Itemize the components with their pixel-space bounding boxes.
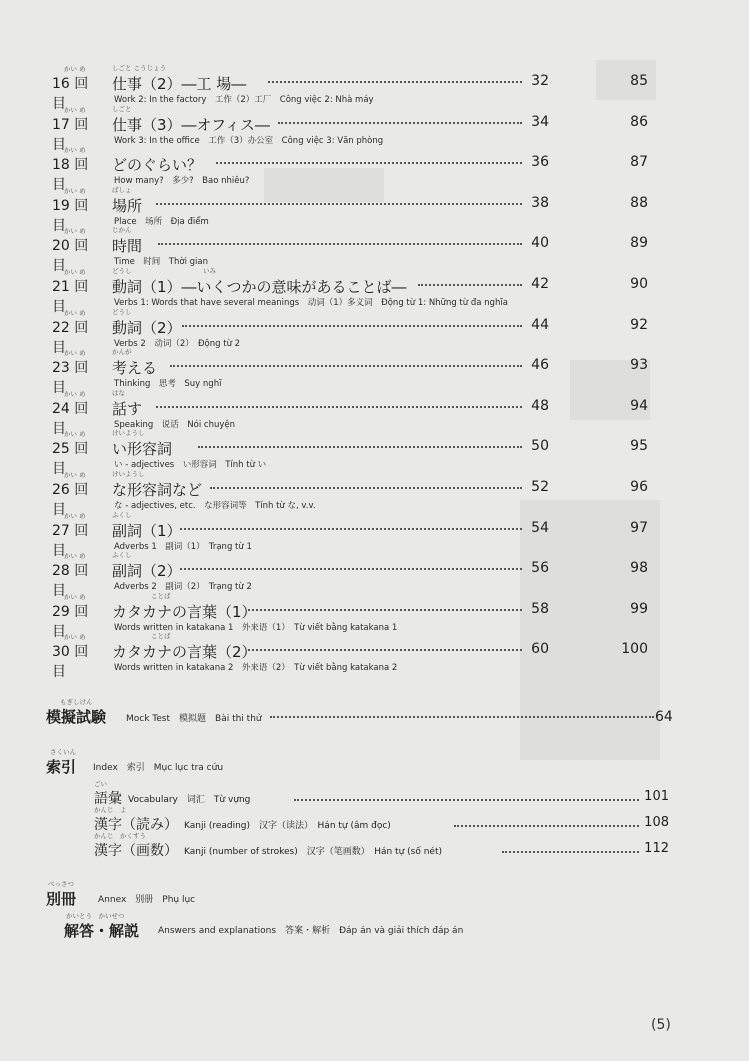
page-number: (5) bbox=[651, 1017, 671, 1033]
lesson-number-text: 22 回目 bbox=[52, 319, 89, 356]
index-item-page: 101 bbox=[644, 789, 669, 804]
title-furigana: どうし いみ bbox=[112, 267, 216, 275]
lesson-number-furigana: かい め bbox=[64, 105, 86, 114]
lesson-number-text: 30 回目 bbox=[52, 644, 89, 681]
leader-dots bbox=[502, 851, 639, 853]
lesson-number-furigana: かい め bbox=[64, 592, 86, 601]
lesson-page-number: 32 bbox=[531, 73, 549, 89]
lesson-subtitle: Work 2: In the factory 工作（2）工厂 Công việc 2: Nhà máy bbox=[114, 95, 374, 105]
leader-dots bbox=[210, 487, 522, 489]
lesson-subtitle: How many? 多少? Bao nhiêu? bbox=[114, 176, 250, 187]
answer-page-number: 89 bbox=[630, 235, 648, 252]
lesson-number-furigana: かい め bbox=[64, 268, 86, 276]
annex-title[interactable]: 別冊 bbox=[46, 890, 77, 908]
lesson-number-furigana: かい め bbox=[64, 308, 86, 317]
lesson-subtitle: Words written in katakana 2 外来语（2） Từ viết bằng katakana 2 bbox=[114, 663, 398, 674]
title-furigana: どうし bbox=[112, 307, 132, 316]
answer-page-number: 95 bbox=[630, 438, 648, 455]
leader-dots bbox=[270, 716, 654, 718]
lesson-subtitle: Verbs 1: Words that have several meanings 动词（1）多义词 Động từ 1: Những từ đa nghĩa bbox=[114, 298, 508, 308]
lesson-page-number: 36 bbox=[531, 154, 549, 171]
lesson-page-number: 40 bbox=[531, 235, 549, 252]
lesson-page-number: 58 bbox=[531, 600, 549, 617]
answers-description: Answers and explanations 答案・解析 Đáp án và giải thích đáp án bbox=[158, 926, 464, 936]
leader-dots bbox=[182, 325, 522, 327]
lesson-title[interactable]: 話す bbox=[112, 399, 143, 418]
leader-dots bbox=[198, 446, 522, 448]
title-furigana: じかん bbox=[112, 226, 132, 235]
answer-page-number: 94 bbox=[630, 397, 648, 414]
lesson-title[interactable]: カタカナの言葉（2） bbox=[112, 643, 257, 662]
mock-test-title[interactable]: 模擬試験 bbox=[46, 708, 107, 726]
lesson-title[interactable]: 副詞（1） bbox=[112, 521, 182, 540]
index-item-description: Vocabulary 词汇 Từ vựng bbox=[128, 795, 251, 805]
answer-page-number: 99 bbox=[630, 600, 648, 617]
lesson-title[interactable]: 副詞（2） bbox=[112, 562, 182, 581]
lesson-subtitle: Adverbs 1 副词（1） Trạng từ 1 bbox=[114, 541, 252, 552]
answers-furigana: かいとう かいせつ bbox=[66, 912, 125, 920]
lesson-page-number: 38 bbox=[531, 194, 549, 211]
lesson-number bbox=[52, 633, 100, 681]
lesson-page-number: 44 bbox=[531, 316, 549, 333]
title-furigana: ふくし bbox=[112, 551, 132, 560]
index-item-furigana: かんじ よ bbox=[94, 806, 127, 814]
annex-furigana: べっさつ bbox=[48, 880, 74, 888]
leader-dots bbox=[158, 243, 522, 245]
lesson-subtitle: な - adjectives, etc. な形容词等 Tính từ な, v.v. bbox=[114, 501, 316, 511]
index-item-title: 漢字（読み） bbox=[94, 817, 178, 833]
lesson-title[interactable]: カタカナの言葉（1） bbox=[112, 602, 257, 621]
answer-page-number: 92 bbox=[630, 316, 648, 333]
lesson-number-text: 21 回目 bbox=[52, 279, 89, 315]
lesson-title[interactable]: 仕事（3）―オフィス― bbox=[112, 115, 270, 134]
lesson-title[interactable]: 場所 bbox=[112, 196, 143, 215]
lesson-page-number: 54 bbox=[531, 519, 549, 536]
lesson-number-text: 28 回目 bbox=[52, 563, 89, 600]
lesson-subtitle: Verbs 2 动词（2） Động từ 2 bbox=[114, 338, 241, 349]
lesson-page-number: 52 bbox=[531, 479, 549, 495]
leader-dots bbox=[170, 365, 522, 367]
lesson-title[interactable]: な形容詞など bbox=[112, 481, 203, 499]
lesson-title[interactable]: 考える bbox=[112, 359, 158, 378]
lesson-page-number: 42 bbox=[531, 276, 549, 292]
answer-page-number: 87 bbox=[630, 154, 648, 171]
leader-dots bbox=[156, 406, 522, 408]
leader-dots bbox=[180, 528, 522, 530]
lesson-subtitle: Time 时间 Thời gian bbox=[114, 257, 208, 268]
leader-dots bbox=[156, 203, 522, 205]
index-item-title: 漢字（画数） bbox=[94, 843, 178, 859]
title-furigana: はな bbox=[112, 388, 125, 397]
lesson-subtitle: Place 场所 Địa điểm bbox=[114, 216, 209, 227]
lesson-subtitle: Work 3: In the office 工作（3）办公室 Công việc 3: Văn phòng bbox=[114, 135, 384, 146]
index-title[interactable]: 索引 bbox=[46, 758, 77, 776]
lesson-number-text: 18 回目 bbox=[52, 157, 89, 194]
lesson-subtitle: Adverbs 2 副词（2） Trạng từ 2 bbox=[114, 582, 252, 593]
answer-page-number: 98 bbox=[630, 560, 648, 577]
title-furigana: しごと こうじょう bbox=[112, 64, 167, 72]
title-furigana: かんが bbox=[112, 348, 132, 357]
lesson-title[interactable]: 時間 bbox=[112, 237, 143, 256]
title-furigana: けいようし bbox=[112, 429, 145, 438]
lesson-number-furigana: かい め bbox=[64, 511, 86, 520]
leader-dots bbox=[248, 649, 522, 651]
answers-title[interactable]: 解答・解説 bbox=[64, 922, 140, 940]
lesson-number-furigana: かい め bbox=[64, 552, 86, 561]
lesson-page-number: 50 bbox=[531, 438, 549, 455]
answer-page-number: 93 bbox=[630, 357, 648, 374]
answer-page-number: 100 bbox=[621, 641, 648, 658]
title-furigana: ことば bbox=[112, 591, 171, 600]
answer-page-number: 85 bbox=[630, 73, 648, 89]
lesson-title[interactable]: どのぐらい？ bbox=[112, 156, 203, 175]
lesson-entry[interactable] bbox=[52, 428, 652, 478]
lesson-title[interactable]: 仕事（2）―工 場― bbox=[112, 75, 247, 93]
answer-page-number: 88 bbox=[630, 194, 648, 211]
lesson-entry[interactable] bbox=[52, 631, 652, 681]
lesson-number-text: 27 回目 bbox=[52, 522, 89, 559]
index-item-page: 112 bbox=[644, 841, 669, 856]
index-item-description: Kanji (number of strokes) 汉字（笔画数） Hán tự (số nét) bbox=[184, 847, 443, 857]
title-furigana: けいようし bbox=[112, 470, 145, 478]
lesson-entry[interactable] bbox=[52, 591, 652, 640]
lesson-subtitle: Words written in katakana 1 外来语（1） Từ viết bằng katakana 1 bbox=[114, 622, 398, 633]
lesson-entry[interactable] bbox=[52, 266, 652, 315]
index-item-title: 語彙 bbox=[94, 791, 122, 807]
answer-page-number: 97 bbox=[630, 519, 648, 536]
lesson-title[interactable]: 動詞（2） bbox=[112, 318, 182, 337]
index-item-page: 108 bbox=[644, 815, 669, 830]
index-item[interactable] bbox=[94, 806, 669, 836]
lesson-number-furigana: かい め bbox=[64, 146, 86, 155]
lesson-entry[interactable] bbox=[52, 104, 652, 153]
index-description: Index 索引 Mục lục tra cứu bbox=[93, 763, 224, 773]
index-item-furigana: ごい bbox=[94, 780, 107, 788]
leader-dots bbox=[248, 609, 522, 611]
index-item[interactable] bbox=[94, 780, 669, 810]
lesson-number-text: 16 回目 bbox=[52, 76, 89, 112]
annex-description: Annex 别册 Phụ lục bbox=[98, 895, 196, 905]
lesson-number-furigana: かい め bbox=[64, 471, 86, 479]
lesson-page-number: 60 bbox=[531, 641, 549, 658]
lesson-number-furigana: かい め bbox=[64, 349, 86, 358]
leader-dots bbox=[268, 81, 522, 83]
lesson-entry[interactable] bbox=[52, 510, 652, 559]
lesson-number-text: 23 回目 bbox=[52, 360, 89, 397]
index-item[interactable] bbox=[94, 832, 669, 862]
leader-dots bbox=[278, 122, 522, 124]
lesson-number-text: 20 回目 bbox=[52, 238, 89, 275]
lesson-number-text: 24 回目 bbox=[52, 400, 89, 437]
lesson-number-text: 19 回目 bbox=[52, 197, 89, 234]
lesson-number-text: 25 回目 bbox=[52, 441, 89, 478]
lesson-page-number: 46 bbox=[531, 357, 549, 374]
answer-page-number: 90 bbox=[630, 276, 648, 292]
leader-dots bbox=[180, 568, 522, 570]
lesson-number-text: 17 回目 bbox=[52, 116, 89, 153]
index-item-furigana: かんじ かくすう bbox=[94, 832, 146, 840]
leader-dots bbox=[418, 284, 522, 286]
title-furigana: しごと bbox=[112, 104, 132, 113]
lesson-page-number: 48 bbox=[531, 397, 549, 414]
lesson-title[interactable]: い形容詞 bbox=[112, 440, 173, 459]
lesson-number-text: 26 回目 bbox=[52, 482, 89, 518]
lesson-subtitle: Thinking 思考 Suy nghĩ bbox=[114, 379, 222, 390]
title-furigana: ことば bbox=[112, 632, 171, 641]
lesson-number-text: 29 回目 bbox=[52, 603, 89, 640]
lesson-page-number: 34 bbox=[531, 113, 549, 130]
lesson-number-furigana: かい め bbox=[64, 389, 86, 398]
mock-test-description: Mock Test 模拟题 Bài thi thử bbox=[126, 714, 262, 724]
index-furigana: さくいん bbox=[50, 748, 76, 756]
lesson-page-number: 56 bbox=[531, 560, 549, 577]
leader-dots bbox=[454, 825, 639, 827]
mock-test-page: 64 bbox=[655, 709, 673, 725]
title-furigana: ばしょ bbox=[112, 185, 132, 194]
leader-dots bbox=[216, 162, 522, 164]
index-item-description: Kanji (reading) 汉字（读法） Hán tự (âm đọc) bbox=[184, 821, 391, 831]
answer-page-number: 96 bbox=[630, 479, 648, 495]
leader-dots bbox=[294, 799, 639, 801]
lesson-subtitle: い - adjectives い形容词 Tính từ い bbox=[114, 460, 267, 471]
lesson-number-furigana: かい め bbox=[64, 65, 86, 73]
lesson-entry[interactable] bbox=[52, 63, 652, 112]
lesson-number-furigana: かい め bbox=[64, 430, 86, 439]
answer-page-number: 86 bbox=[630, 113, 648, 130]
lesson-subtitle: Speaking 说话 Nói chuyện bbox=[114, 419, 236, 430]
mock-test-furigana: もぎしけん bbox=[60, 698, 93, 706]
lesson-title[interactable]: 動詞（1）―いくつかの意味があることば― bbox=[112, 278, 407, 296]
lesson-number-furigana: かい め bbox=[64, 633, 86, 642]
title-furigana: ふくし bbox=[112, 510, 132, 519]
lesson-number-furigana: かい め bbox=[64, 227, 86, 236]
lesson-number-furigana: かい め bbox=[64, 186, 86, 195]
